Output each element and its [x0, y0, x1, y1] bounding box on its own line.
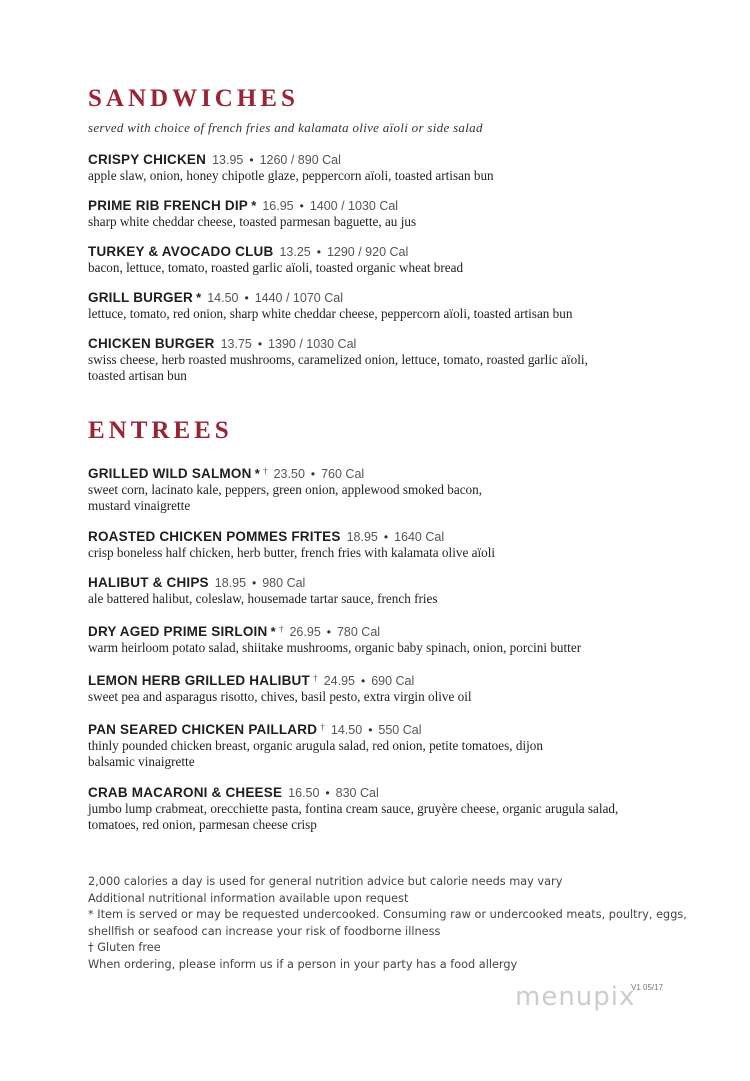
item-description: thinly pounded chicken breast, organic arugula salad, red onion, petite tomatoes, dijon [88, 738, 543, 753]
entrees-section [88, 416, 708, 848]
undercooked-mark: * [254, 466, 260, 481]
item-price: 24.95 [323, 674, 355, 688]
menu-item [88, 575, 708, 607]
item-description: balsamic vinaigrette [88, 754, 195, 769]
item-header [88, 529, 708, 545]
item-price: 14.50 [207, 291, 239, 305]
footer-line: 2,000 calories a day is used for general nutrition advice but calorie needs may vary [88, 875, 563, 888]
item-price: 16.50 [288, 786, 320, 800]
item-calories: 1390 / 1030 Cal [268, 337, 357, 351]
item-header [88, 290, 708, 306]
menu-item [88, 152, 708, 184]
separator-dot: • [249, 153, 254, 167]
menu-item [88, 621, 708, 656]
item-description: tomatoes, red onion, parmesan cheese crisp [88, 817, 317, 832]
item-calories: 550 Cal [378, 723, 422, 737]
menu-item [88, 670, 708, 705]
separator-dot: • [316, 245, 321, 259]
item-header [88, 621, 708, 640]
separator-dot: • [244, 291, 249, 305]
item-header [88, 670, 708, 689]
item-calories: 690 Cal [371, 674, 415, 688]
menu-item [88, 198, 708, 230]
item-calories: 1400 / 1030 Cal [309, 199, 399, 213]
footer-line: When ordering, please inform us if a person in your party has a food allergy [88, 957, 518, 971]
item-description: apple slaw, onion, honey chipotle glaze, peppercorn aïoli, toasted artisan bun [88, 168, 494, 183]
item-calories: 1640 Cal [394, 530, 445, 544]
item-description: bacon, lettuce, tomato, roasted garlic aïoli, toasted organic wheat bread [88, 260, 464, 275]
undercooked-mark: * [270, 624, 276, 639]
item-header [88, 463, 708, 482]
footer-line: shellfish or seafood can increase your risk of foodborne illness [88, 924, 441, 938]
separator-dot: • [325, 786, 330, 800]
item-price: 13.95 [212, 153, 244, 167]
item-name: PAN SEARED CHICKEN PAILLARD [88, 722, 318, 737]
undercooked-mark: * [196, 290, 202, 305]
menu-item-list [88, 152, 708, 384]
item-description: mustard vinaigrette [88, 498, 191, 513]
version-label: V1 05/17 [631, 983, 664, 992]
gluten-free-mark: † [278, 624, 284, 634]
item-header [88, 575, 708, 591]
item-name: LEMON HERB GRILLED HALIBUT [88, 673, 310, 688]
item-description: sweet pea and asparagus risotto, chives, basil pesto, extra virgin olive oil [88, 689, 472, 704]
separator-dot: • [383, 530, 389, 544]
item-price: 16.95 [262, 199, 294, 213]
gluten-free-mark: † [320, 722, 325, 732]
item-name: CHICKEN BURGER [88, 336, 215, 351]
gluten-free-mark: † [313, 673, 318, 683]
sandwiches-section [88, 84, 708, 399]
item-name: ROASTED CHICKEN POMMES FRITES [88, 529, 341, 544]
item-calories: 780 Cal [336, 625, 381, 639]
item-description: toasted artisan bun [88, 368, 187, 383]
item-calories: 980 Cal [262, 576, 306, 590]
item-header [88, 336, 708, 352]
item-name: DRY AGED PRIME SIRLOIN [88, 624, 268, 639]
menu-item [88, 463, 708, 514]
menu-item-list [88, 463, 708, 833]
menu-item [88, 529, 708, 561]
item-description: jumbo lump crabmeat, orecchiette pasta, fontina cream sauce, gruyère cheese, organic arugula salad, [88, 801, 619, 816]
item-calories: 1440 / 1070 Cal [254, 291, 343, 305]
menu-item [88, 336, 708, 384]
item-description: crisp boneless half chicken, herb butter, french fries with kalamata olive aïoli [88, 545, 496, 560]
item-name: GRILLED WILD SALMON [88, 466, 252, 481]
menu-item [88, 290, 708, 322]
item-price: 14.50 [330, 723, 363, 737]
item-description: warm heirloom potato salad, shiitake mushrooms, organic baby spinach, onion, porcini butter [88, 640, 582, 655]
section-title: ENTREES [88, 417, 233, 444]
item-price: 26.95 [289, 625, 321, 639]
item-name: HALIBUT & CHIPS [88, 575, 209, 590]
item-description: sharp white cheddar cheese, toasted parmesan baguette, au jus [88, 214, 417, 229]
item-header [88, 198, 708, 214]
item-header [88, 719, 708, 738]
separator-dot: • [299, 199, 304, 213]
item-header [88, 785, 708, 801]
item-price: 18.95 [346, 530, 378, 544]
item-price: 13.75 [220, 337, 252, 351]
separator-dot: • [252, 576, 257, 590]
item-calories: 1260 / 890 Cal [259, 153, 341, 167]
menu-item [88, 244, 708, 276]
separator-dot: • [257, 337, 263, 351]
separator-dot: • [326, 625, 331, 639]
section-subtitle: served with choice of french fries and kalamata olive aïoli or side salad [88, 120, 483, 135]
item-calories: 830 Cal [335, 786, 379, 800]
undercooked-mark: * [251, 198, 257, 213]
separator-dot: • [310, 467, 316, 481]
item-name: CRAB MACARONI & CHEESE [88, 785, 283, 800]
item-description: swiss cheese, herb roasted mushrooms, caramelized onion, lettuce, tomato, roasted garlic aïoli, [88, 352, 588, 367]
gluten-free-mark: † [263, 466, 268, 476]
item-description: ale battered halibut, coleslaw, housemade tartar sauce, french fries [88, 591, 438, 606]
separator-dot: • [360, 674, 366, 688]
item-name: GRILL BURGER [88, 290, 193, 305]
item-name: TURKEY & AVOCADO CLUB [88, 244, 274, 259]
item-calories: 1290 / 920 Cal [326, 245, 409, 259]
menu-item [88, 785, 708, 833]
watermark-logo: menupix [515, 982, 636, 1012]
footer-line: * Item is served or may be requested undercooked. Consuming raw or undercooked meats, poultry, eggs, [88, 908, 687, 922]
item-header [88, 244, 708, 260]
item-price: 23.50 [273, 467, 305, 481]
item-calories: 760 Cal [321, 467, 365, 481]
footer-line: Additional nutritional information available upon request [88, 891, 409, 905]
section-title: SANDWICHES [88, 85, 299, 112]
item-price: 13.25 [279, 245, 311, 259]
footer-notes [88, 874, 708, 974]
item-name: PRIME RIB FRENCH DIP [88, 198, 249, 213]
item-description: lettuce, tomato, red onion, sharp white cheddar cheese, peppercorn aïoli, toasted artisan bun [88, 306, 573, 321]
item-description: sweet corn, lacinato kale, peppers, green onion, applewood smoked bacon, [88, 482, 483, 497]
item-name: CRISPY CHICKEN [88, 152, 207, 167]
footer-line: † Gluten free [88, 941, 161, 955]
menu-item [88, 719, 708, 770]
item-header [88, 152, 708, 168]
separator-dot: • [368, 723, 373, 737]
item-price: 18.95 [214, 576, 247, 590]
